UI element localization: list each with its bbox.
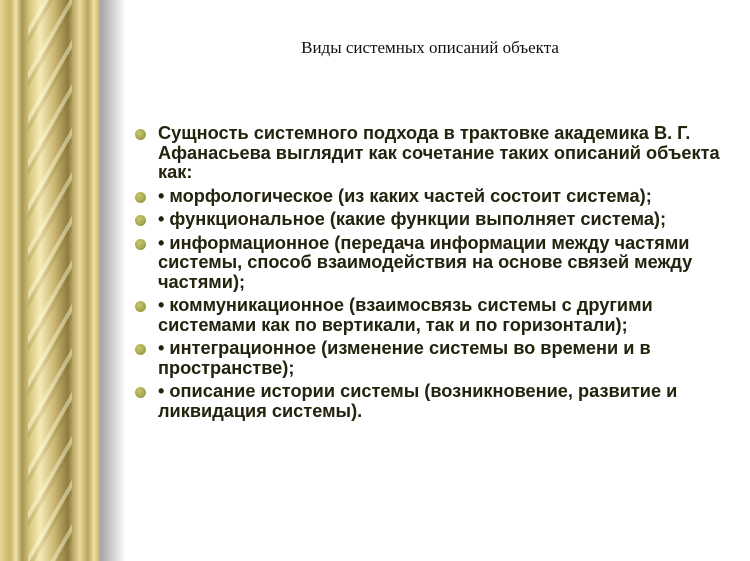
list-item: • функциональное (какие функции выполняет система); xyxy=(133,210,738,230)
slide-title: Виды системных описаний объекта xyxy=(301,38,559,57)
bullet-icon xyxy=(135,344,146,355)
list-item: • информационное (передача информации между частями системы, способ взаимодействия на основе связей между частями); xyxy=(133,234,738,293)
bullet-icon xyxy=(135,129,146,140)
bullet-list xyxy=(133,124,738,425)
bullet-icon xyxy=(135,387,146,398)
column-twist xyxy=(28,0,72,561)
column-shadow xyxy=(100,0,126,561)
list-item: • коммуникационное (взаимосвязь системы с другими системами как по вертикали, так и по горизонтали); xyxy=(133,296,738,335)
bullet-icon xyxy=(135,215,146,226)
bullet-icon xyxy=(135,192,146,203)
list-item: • морфологическое (из каких частей состоит система); xyxy=(133,187,738,207)
list-item: • интеграционное (изменение системы во времени и в пространстве); xyxy=(133,339,738,378)
list-item: • описание истории системы (возникновение, развитие и ликвидация системы). xyxy=(133,382,738,421)
decorative-gold-column xyxy=(0,0,100,561)
list-item: Сущность системного подхода в трактовке академика В. Г. Афанасьева выглядит как сочетание таких описаний объекта как: xyxy=(133,124,738,183)
bullet-icon xyxy=(135,239,146,250)
bullet-icon xyxy=(135,301,146,312)
